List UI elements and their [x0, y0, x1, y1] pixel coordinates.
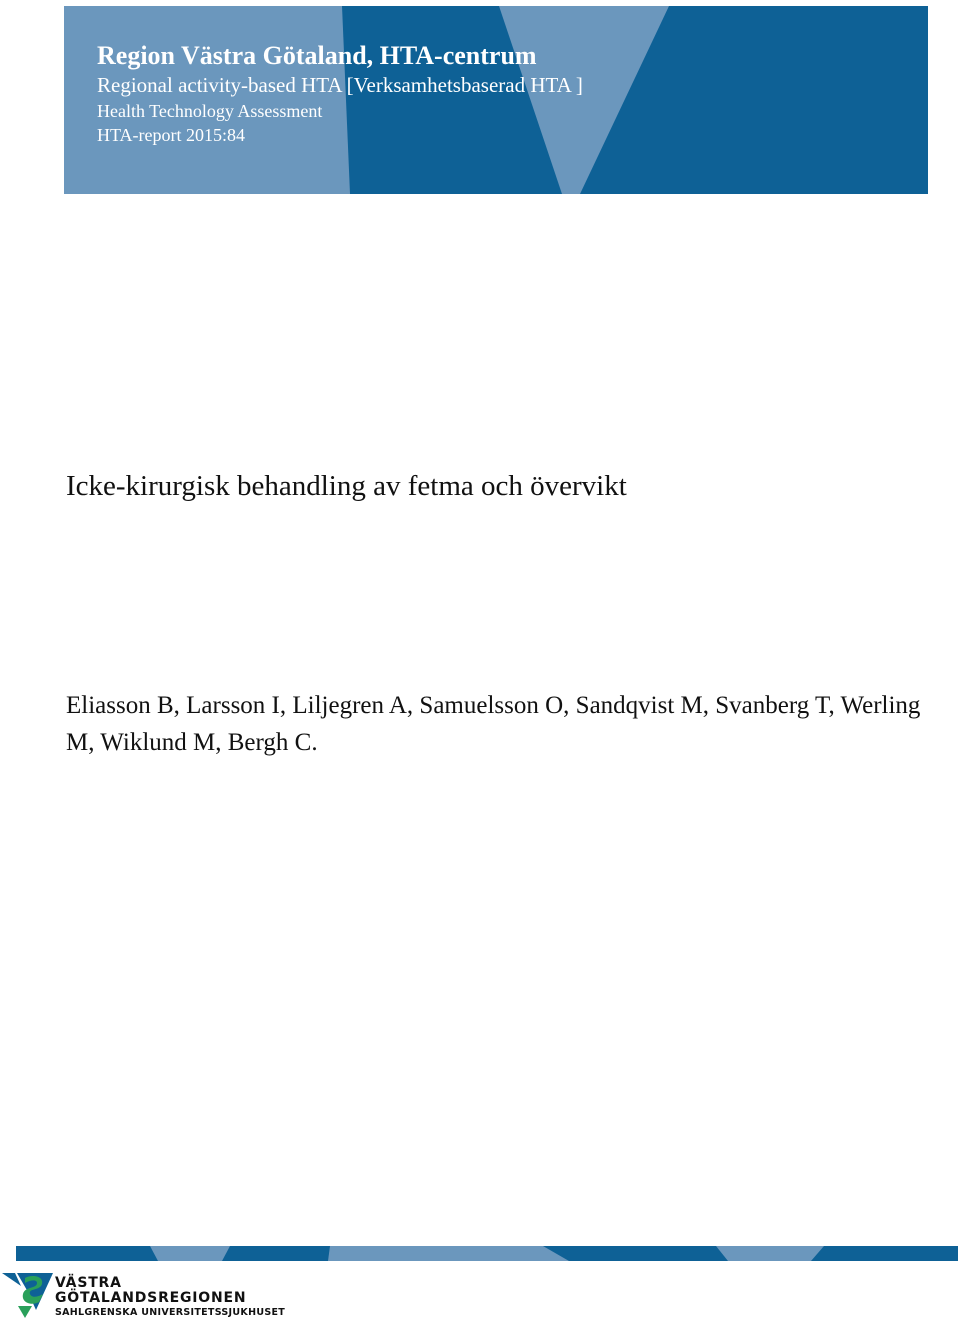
report-title: Icke-kirurgisk behandling av fetma och övervikt	[66, 470, 627, 502]
vgr-logo	[2, 1272, 302, 1320]
header-text-block	[97, 40, 583, 147]
header-banner	[64, 6, 928, 194]
report-series: Regional activity-based HTA [Verksamhetsbaserad HTA ]	[97, 73, 583, 97]
vgr-logo-text	[55, 1276, 285, 1319]
report-tagline: Health Technology Assessment	[97, 101, 323, 121]
logo-line-sahlgrenska: SAHLGRENSKA UNIVERSITETSSJUKHUSET	[55, 1307, 286, 1318]
footer-band	[16, 1246, 958, 1261]
vgr-logo-mark-icon	[2, 1272, 54, 1318]
author-list: Eliasson B, Larsson I, Liljegren A, Samuelsson O, Sandqvist M, Svanberg T, Werling M, Wiklund M, Bergh C.	[66, 692, 921, 756]
organization-name: Region Västra Götaland, HTA-centrum	[97, 41, 537, 70]
report-number: HTA-report 2015:84	[97, 125, 246, 145]
logo-line-gotalandsregionen: GÖTALANDSREGIONEN	[55, 1290, 247, 1306]
logo-line-vastra: VÄSTRA	[55, 1275, 122, 1291]
